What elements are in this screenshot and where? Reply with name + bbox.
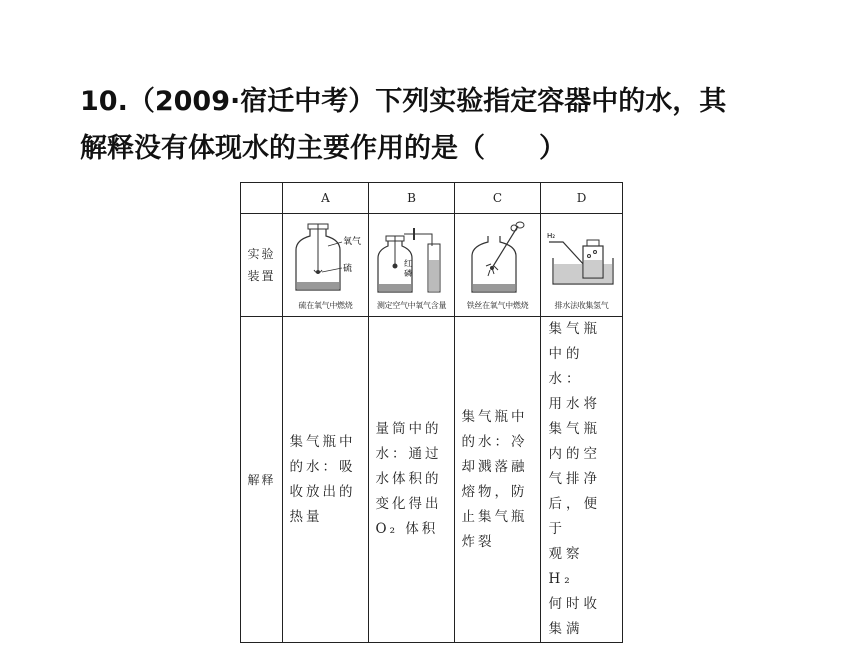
caption-c: 铁丝在氧气中燃烧 <box>466 300 529 310</box>
header-b: B <box>369 183 455 214</box>
svg-text:磷: 磷 <box>403 268 412 278</box>
question-line-2: 解释没有体现水的主要作用的是（ ） <box>80 133 566 164</box>
iron-wire-burning-diagram <box>458 220 538 298</box>
header-c: C <box>455 183 541 214</box>
apparatus-c <box>455 214 541 317</box>
question-text <box>80 78 800 172</box>
explanation-c: 集气瓶中 的水：冷 却溅落融 熔物，防 止集气瓶 炸裂 <box>455 317 541 643</box>
oxygen-content-diagram <box>370 220 454 298</box>
explanation-row <box>241 317 623 643</box>
svg-text:氧气: 氧气 <box>342 236 361 247</box>
caption-d: 排水法收集氢气 <box>554 300 609 310</box>
explanation-a: 集气瓶中 的水：吸 收放出的 热量 <box>283 317 369 643</box>
explanation-d: 集气瓶 中的水： 用水将 集气瓶 内的空 气排净 后，便于 观察 H₂ 何时收 集满 <box>541 317 623 643</box>
hydrogen-collection-diagram <box>543 220 621 298</box>
apparatus-row-label: 实验 装置 <box>241 214 283 317</box>
explanation-row-label: 解释 <box>241 317 283 643</box>
caption-b: 测定空气中氧气含量 <box>376 300 447 310</box>
apparatus-row <box>241 214 623 317</box>
header-row <box>241 183 623 214</box>
apparatus-a <box>283 214 369 317</box>
question-line-1: 10.（2009·宿迁中考）下列实验指定容器中的水，其 <box>80 86 727 117</box>
header-empty <box>241 183 283 214</box>
svg-text:硫: 硫 <box>342 263 352 274</box>
experiment-table <box>240 182 623 643</box>
explanation-b: 量筒中的 水：通过 水体积的 变化得出 O₂ 体积 <box>369 317 455 643</box>
svg-text:红: 红 <box>403 258 412 268</box>
apparatus-b <box>369 214 455 317</box>
sulfur-burning-diagram <box>286 220 366 298</box>
header-d: D <box>541 183 623 214</box>
svg-text:H₂: H₂ <box>546 231 555 240</box>
caption-a: 硫在氧气中燃烧 <box>298 300 353 310</box>
header-a: A <box>283 183 369 214</box>
apparatus-d <box>541 214 623 317</box>
